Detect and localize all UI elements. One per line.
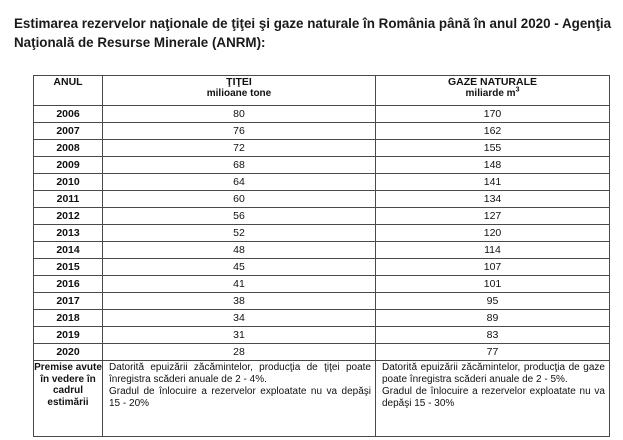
header-titei-unit: milioane tone — [206, 88, 272, 99]
titei-cell: 80 — [103, 106, 376, 123]
year-cell: 2008 — [34, 140, 103, 157]
header-titei — [103, 76, 376, 106]
gaze-cell: 134 — [376, 191, 610, 208]
year-cell: 2016 — [34, 276, 103, 293]
titei-cell: 76 — [103, 123, 376, 140]
header-gaze-unit-wrap — [376, 88, 609, 99]
table-row — [34, 157, 610, 174]
table-row — [34, 344, 610, 361]
gaze-cell: 89 — [376, 310, 610, 327]
table-row — [34, 310, 610, 327]
gaze-notes-paragraph: Datorită epuizării zăcămintelor, producţia de gaze poate înregistra scăderi anuale de 2 - 5%. — [382, 362, 605, 385]
table-header-row — [34, 76, 610, 106]
gaze-cell: 170 — [376, 106, 610, 123]
header-titei-title: ŢIŢEI — [226, 76, 252, 88]
table-row — [34, 123, 610, 140]
gaze-cell: 114 — [376, 242, 610, 259]
table-row — [34, 174, 610, 191]
gaze-cell: 155 — [376, 140, 610, 157]
header-gaze-unit-sup: 3 — [515, 86, 520, 94]
table-row — [34, 242, 610, 259]
titei-cell: 60 — [103, 191, 376, 208]
notes-label: Premise avute în vedere în cadrul estimării — [34, 361, 103, 437]
year-cell: 2019 — [34, 327, 103, 344]
header-gaze-title: GAZE NATURALE — [447, 76, 538, 88]
table-row — [34, 293, 610, 310]
table-row — [34, 106, 610, 123]
table-row — [34, 276, 610, 293]
year-cell: 2006 — [34, 106, 103, 123]
titei-notes-paragraph: Gradul de înlocuire a rezervelor exploatate nu va depăşi 15 - 20% — [109, 386, 371, 409]
titei-cell: 38 — [103, 293, 376, 310]
header-gaze-unit: miliarde m — [465, 88, 516, 99]
gaze-cell: 141 — [376, 174, 610, 191]
titei-cell: 31 — [103, 327, 376, 344]
table-row — [34, 140, 610, 157]
gaze-notes-paragraph: Gradul de înlocuire a rezervelor exploatate nu va depăşi 15 - 30% — [382, 386, 605, 409]
titei-cell: 68 — [103, 157, 376, 174]
table-row — [34, 327, 610, 344]
gaze-cell: 148 — [376, 157, 610, 174]
year-cell: 2015 — [34, 259, 103, 276]
year-cell: 2010 — [34, 174, 103, 191]
reserves-table — [33, 75, 610, 437]
gaze-cell: 77 — [376, 344, 610, 361]
page-title: Estimarea rezervelor naţionale de ţiţei şi gaze naturale în România până în anul 2020 - Agenţia Naţională de Resurse Minerale (ANRM): — [14, 16, 612, 50]
titei-cell: 48 — [103, 242, 376, 259]
header-gaze — [376, 76, 610, 106]
year-cell: 2009 — [34, 157, 103, 174]
titei-notes — [103, 361, 376, 437]
gaze-cell: 127 — [376, 208, 610, 225]
table-row — [34, 225, 610, 242]
titei-cell: 64 — [103, 174, 376, 191]
year-cell: 2007 — [34, 123, 103, 140]
titei-cell: 72 — [103, 140, 376, 157]
header-year: ANUL — [34, 76, 103, 106]
gaze-cell: 162 — [376, 123, 610, 140]
titei-notes-paragraph: Datorită epuizării zăcămintelor, producţia de ţiţei poate înregistra scăderi anuale de 2 - 4%. — [109, 362, 371, 385]
year-cell: 2018 — [34, 310, 103, 327]
table-row — [34, 208, 610, 225]
gaze-cell: 83 — [376, 327, 610, 344]
year-cell: 2020 — [34, 344, 103, 361]
titei-cell: 28 — [103, 344, 376, 361]
table-row — [34, 259, 610, 276]
gaze-notes — [376, 361, 610, 437]
gaze-cell: 107 — [376, 259, 610, 276]
titei-cell: 45 — [103, 259, 376, 276]
year-cell: 2013 — [34, 225, 103, 242]
gaze-cell: 120 — [376, 225, 610, 242]
table-row — [34, 191, 610, 208]
titei-cell: 52 — [103, 225, 376, 242]
gaze-cell: 101 — [376, 276, 610, 293]
titei-cell: 56 — [103, 208, 376, 225]
titei-cell: 41 — [103, 276, 376, 293]
year-cell: 2017 — [34, 293, 103, 310]
year-cell: 2011 — [34, 191, 103, 208]
year-cell: 2014 — [34, 242, 103, 259]
year-cell: 2012 — [34, 208, 103, 225]
titei-cell: 34 — [103, 310, 376, 327]
notes-row — [34, 361, 610, 437]
gaze-cell: 95 — [376, 293, 610, 310]
